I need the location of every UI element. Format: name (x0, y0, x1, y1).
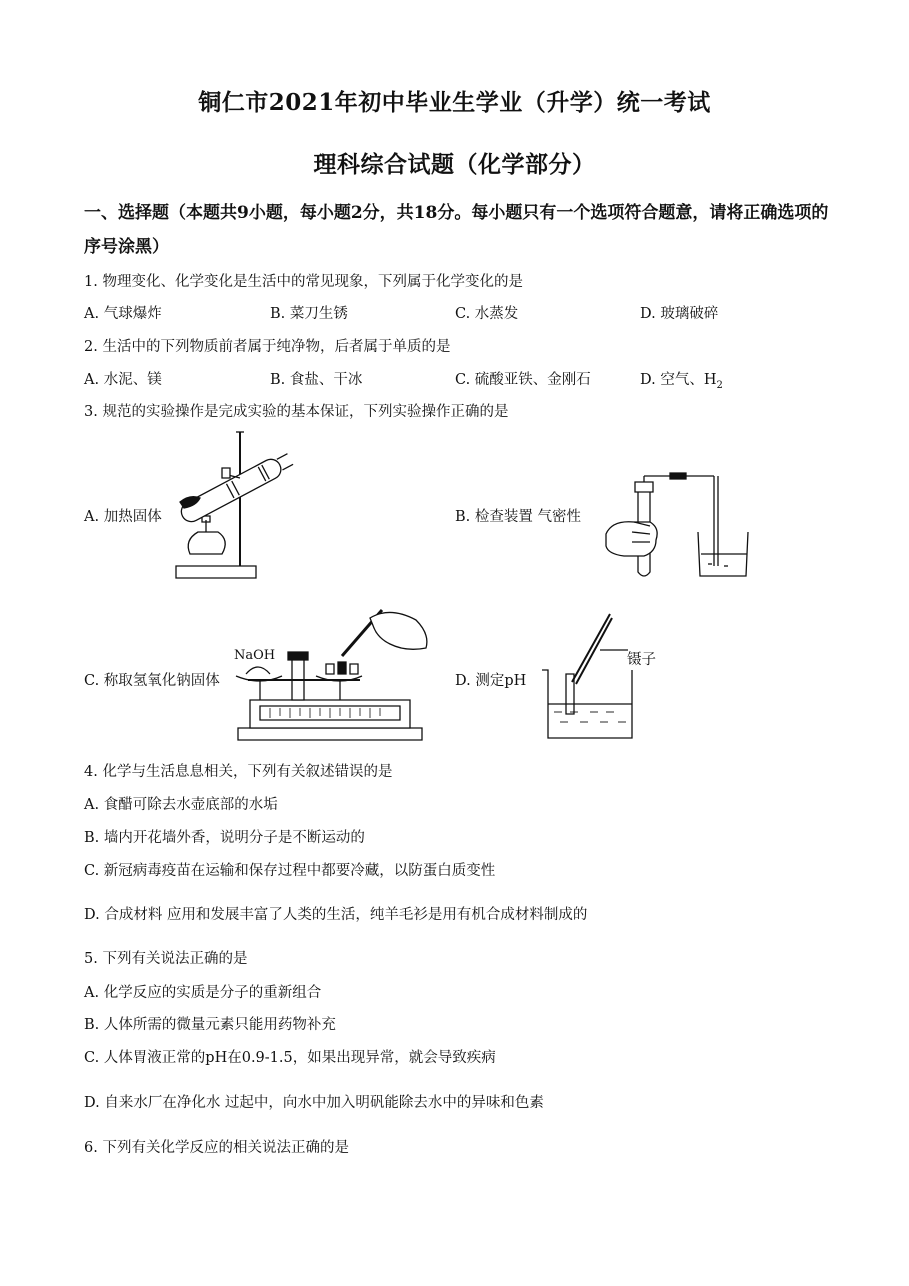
q2-option-c: C. 硫酸亚铁、金刚石 (455, 372, 591, 388)
ph-measure-figure (540, 612, 640, 740)
q4-option-a: A. 食醋可除去水壶底部的水垢 (84, 797, 278, 813)
q3-option-a: A. 加热固体 (84, 509, 162, 525)
q4-stem: 4. 化学与生活息息相关，下列有关叙述错误的是 (84, 764, 393, 780)
q2-option-d (640, 368, 723, 391)
q6-stem: 6. 下列有关化学反应的相关说法正确的是 (84, 1140, 349, 1156)
balance-figure (230, 604, 432, 742)
q5-option-c: C. 人体胃液正常的pH在0.9-1.5，如果出现异常，就会导致疾病 (84, 1050, 496, 1066)
q1-option-a: A. 气球爆炸 (84, 306, 162, 322)
q3-option-c: C. 称取氢氧化钠固体 (84, 673, 220, 689)
q1-stem: 1. 物理变化、化学变化是生活中的常见现象，下列属于化学变化的是 (84, 274, 523, 290)
q5-option-a: A. 化学反应的实质是分子的重新组合 (84, 985, 322, 1001)
q2-option-a: A. 水泥、镁 (84, 372, 162, 388)
q3-option-b: B. 检查装置 气密性 (455, 509, 581, 525)
tweezers-label: 镊子 (627, 652, 656, 668)
section-heading: 一、选择题（本题共9小题，每小题2分，共18分。每小题只有一个选项符合题意，请将正确选项的序号涂黑） (84, 203, 829, 257)
q3-option-d: D. 测定pH (455, 673, 527, 689)
q4-option-d: D. 合成材料 应用和发展丰富了人类的生活，纯羊毛衫是用有机合成材料制成的 (84, 907, 588, 923)
heating-apparatus-figure (170, 428, 305, 583)
exam-title: 铜仁市2021年初中毕业生学业（升学）统一考试 (198, 89, 711, 116)
q1-option-c: C. 水蒸发 (455, 306, 519, 322)
q2-stem: 2. 生活中的下列物质前者属于纯净物，后者属于单质的是 (84, 339, 451, 355)
airtightness-figure (604, 476, 754, 581)
exam-subtitle: 理科综合试题（化学部分） (313, 151, 596, 178)
q2-option-b: B. 食盐、干冰 (270, 372, 363, 388)
q2-option-d-subscript: 2 (716, 379, 723, 391)
q5-option-b: B. 人体所需的微量元素只能用药物补充 (84, 1017, 336, 1033)
q1-option-d: D. 玻璃破碎 (640, 306, 719, 322)
q5-stem: 5. 下列有关说法正确的是 (84, 951, 248, 967)
q5-option-d: D. 自来水厂在净化水 过起中，向水中加入明矾能除去水中的异味和色素 (84, 1095, 544, 1111)
naoh-label: NaOH (234, 648, 276, 663)
q3-stem: 3. 规范的实验操作是完成实验的基本保证，下列实验操作正确的是 (84, 404, 509, 420)
q4-option-c: C. 新冠病毒疫苗在运输和保存过程中都要冷藏，以防蛋白质变性 (84, 863, 496, 879)
q2-option-d-text: D. 空气、H (640, 372, 717, 388)
q1-option-b: B. 菜刀生锈 (270, 306, 348, 322)
q4-option-b: B. 墙内开花墙外香，说明分子是不断运动的 (84, 830, 365, 846)
